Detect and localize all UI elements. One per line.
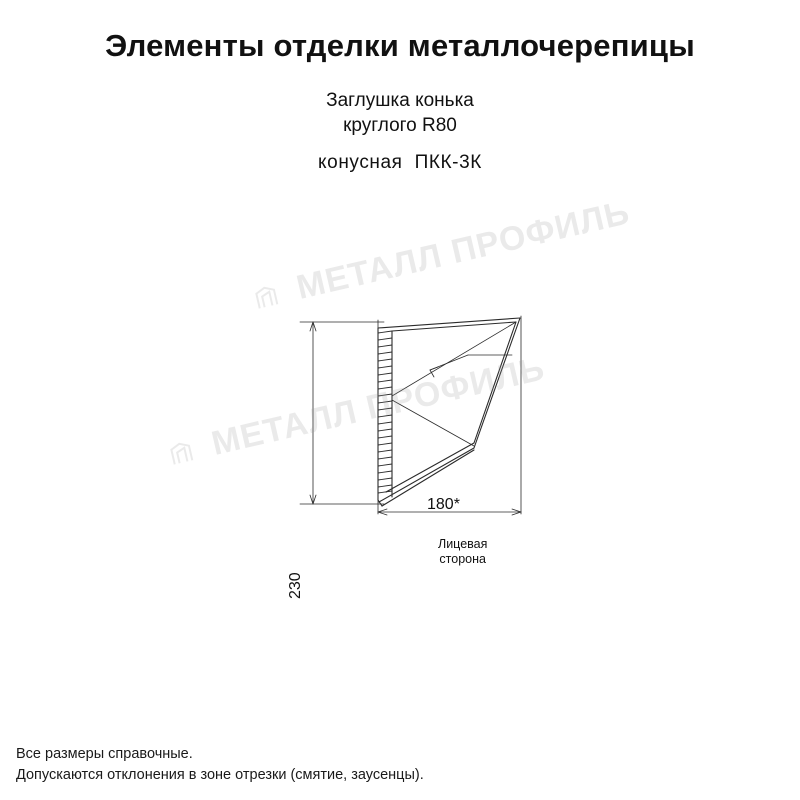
dimension-height-label: 230 bbox=[287, 572, 304, 599]
page-title: Элементы отделки металлочерепицы bbox=[105, 28, 695, 63]
cap-top-edge-inner bbox=[392, 322, 516, 331]
dimension-height bbox=[300, 322, 384, 504]
dimension-width-label: 180* bbox=[427, 496, 460, 513]
cap-fold-line-1 bbox=[392, 400, 474, 446]
product-code: ПКК-3К bbox=[414, 152, 482, 173]
cap-right-upper-edge bbox=[474, 318, 520, 448]
face-side-label bbox=[438, 537, 487, 567]
cap-right-lower-edge bbox=[379, 448, 474, 502]
face-side-label-line-1: Лицевая bbox=[438, 537, 488, 551]
watermark-text-top: МЕТАЛЛ ПРОФИЛЬ bbox=[292, 193, 634, 307]
product-code-row bbox=[0, 150, 800, 175]
footnote-line-1: Все размеры справочные. bbox=[16, 746, 193, 762]
cap-fold-line-2 bbox=[392, 322, 516, 396]
watermark-text-bottom: МЕТАЛЛ ПРОФИЛЬ bbox=[207, 349, 549, 463]
dimension-width bbox=[378, 316, 521, 515]
product-subtitle bbox=[0, 88, 800, 175]
product-code-prefix: конусная bbox=[318, 152, 403, 173]
cap-right-lower-edge-inner bbox=[386, 443, 474, 492]
technical-drawing bbox=[0, 200, 800, 620]
drawing-svg bbox=[0, 200, 800, 620]
footnotes bbox=[16, 744, 424, 786]
product-name-line-2: круглого R80 bbox=[343, 115, 457, 136]
footnote-line-2: Допускаются отклонения в зоне отрезки (смятие, заусенцы). bbox=[16, 767, 424, 783]
rim-hatching bbox=[378, 331, 392, 493]
face-side-label-line-2: сторона bbox=[439, 552, 486, 566]
product-name-line-1: Заглушка конька bbox=[326, 90, 474, 111]
cap-right-upper-edge-inner bbox=[474, 322, 516, 443]
